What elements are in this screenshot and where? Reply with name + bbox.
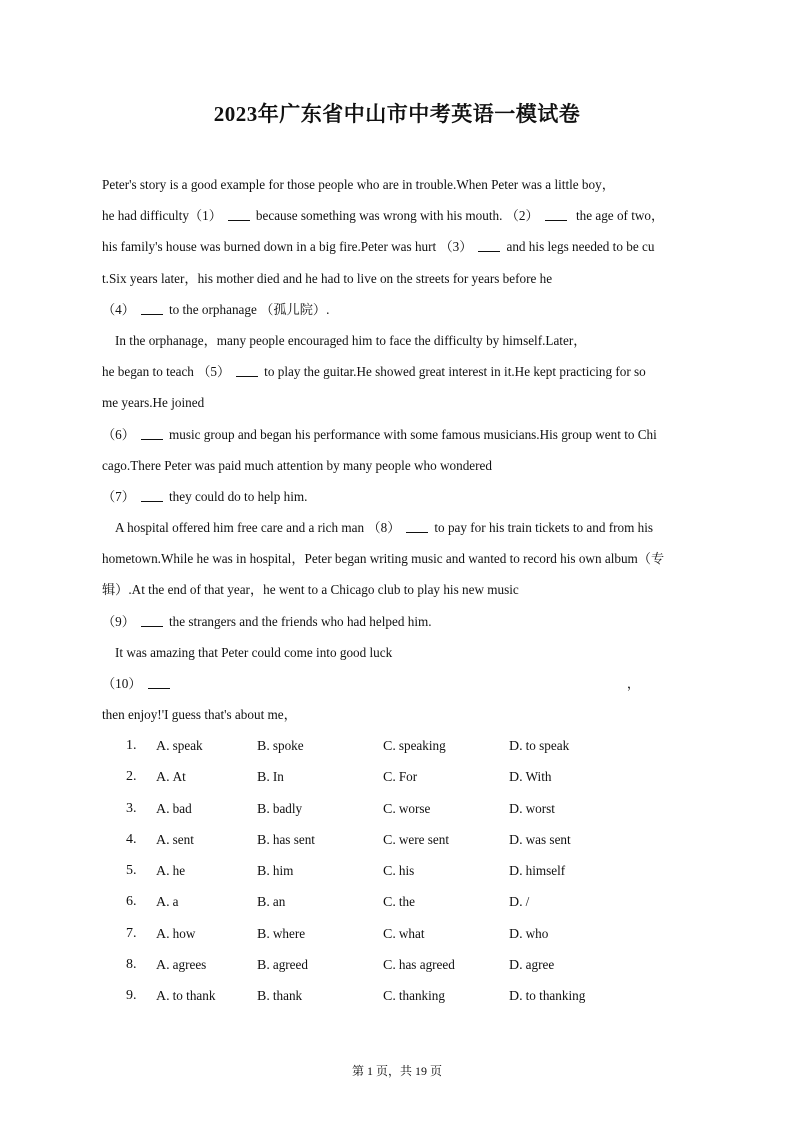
option-a[interactable] xyxy=(156,734,203,759)
cloze-passage xyxy=(102,172,694,733)
option-letter: D. xyxy=(509,864,523,880)
option-c[interactable] xyxy=(383,890,415,915)
option-letter: D. xyxy=(509,926,523,942)
option-letter: D. xyxy=(509,958,523,974)
passage-line xyxy=(102,453,694,484)
option-b[interactable] xyxy=(257,859,293,884)
option-text: his xyxy=(398,863,415,879)
option-text: how xyxy=(172,925,196,941)
passage-text: hometown.While he was in hospital，Peter began writing music and wanted to record his own album（专 xyxy=(102,551,665,567)
option-text: himself xyxy=(525,863,566,879)
option-letter: A. xyxy=(156,739,170,754)
passage-text: he had difficulty（1） xyxy=(102,208,222,224)
passage-text: 辑）.At the end of that year，he went to a Chicago club to play his new music xyxy=(102,582,519,598)
passage-line xyxy=(102,172,694,203)
passage-text: his family's house was burned down in a big fire.Peter was hurt （3） xyxy=(102,239,473,255)
question-row xyxy=(126,828,646,859)
passage-text: the age of two， xyxy=(575,208,665,224)
option-text: thanking xyxy=(398,988,445,1004)
option-letter: B. xyxy=(257,801,270,817)
blank-3 xyxy=(478,239,500,252)
passage-line xyxy=(102,266,694,297)
option-text: were sent xyxy=(398,831,450,847)
option-c[interactable] xyxy=(383,922,424,947)
option-text: agree xyxy=(525,957,555,973)
option-letter: A. xyxy=(156,864,170,880)
option-letter: C. xyxy=(383,989,396,1005)
blank-5 xyxy=(236,364,258,377)
option-text: bad xyxy=(172,800,192,816)
blank-4 xyxy=(141,302,163,315)
question-number: 1. xyxy=(126,738,137,753)
passage-line xyxy=(102,577,694,608)
blank-10 xyxy=(148,676,170,689)
passage-text: then enjoy!'I guess that's about me， xyxy=(102,707,297,723)
option-d[interactable] xyxy=(509,984,585,1009)
passage-text: to pay for his train tickets to and from his xyxy=(434,520,654,536)
option-text: worse xyxy=(398,800,431,816)
option-b[interactable] xyxy=(257,922,305,947)
option-c[interactable] xyxy=(383,859,414,884)
option-c[interactable] xyxy=(383,765,417,790)
passage-text: because something was wrong with his mouth. （2） xyxy=(255,208,539,224)
passage-line xyxy=(102,671,694,702)
option-a[interactable] xyxy=(156,828,194,853)
option-text: badly xyxy=(272,800,303,816)
option-text: In xyxy=(272,769,284,785)
option-letter: D. xyxy=(509,739,523,754)
option-letter: A. xyxy=(156,801,170,817)
option-letter: B. xyxy=(257,832,270,848)
passage-text: （7） xyxy=(102,488,135,504)
blank-7 xyxy=(141,489,163,502)
option-d[interactable] xyxy=(509,765,551,790)
passage-text: In the orphanage，many people encouraged him to face the difficulty by himself.Later， xyxy=(115,332,587,348)
option-text: him xyxy=(272,863,294,879)
option-letter: A. xyxy=(156,958,170,974)
page-footer: 第 1 页，共 19 页 xyxy=(351,1064,442,1078)
page-title: 2023年广东省中山市中考英语一模试卷 xyxy=(213,102,581,126)
option-letter: C. xyxy=(383,895,396,911)
question-number: 6. xyxy=(126,894,137,910)
option-letter: B. xyxy=(257,989,270,1005)
question-row xyxy=(126,859,646,890)
question-row xyxy=(126,797,646,828)
option-text: spoke xyxy=(272,738,304,753)
passage-text: to play the guitar.He showed great interest in it.He kept practicing for so xyxy=(264,364,646,380)
option-text: At xyxy=(172,769,186,785)
option-d[interactable] xyxy=(509,922,548,947)
option-letter: C. xyxy=(383,801,396,817)
blank-9 xyxy=(141,614,163,627)
option-d[interactable] xyxy=(509,890,529,915)
option-letter: C. xyxy=(383,864,396,880)
option-letter: C. xyxy=(383,926,396,942)
option-b[interactable] xyxy=(257,953,308,978)
option-text: speaking xyxy=(398,738,446,753)
passage-line xyxy=(102,234,694,265)
passage-line xyxy=(102,702,694,733)
passage-line xyxy=(102,203,694,234)
question-row xyxy=(126,922,646,953)
question-row xyxy=(126,734,646,765)
option-letter: B. xyxy=(257,864,270,880)
option-letter: C. xyxy=(383,770,396,786)
option-letter: A. xyxy=(156,895,170,911)
option-text: agrees xyxy=(172,957,207,973)
option-c[interactable] xyxy=(383,828,449,853)
passage-line xyxy=(102,640,694,671)
option-text: to thanking xyxy=(525,988,586,1004)
passage-text: A hospital offered him free care and a rich man （8） xyxy=(115,520,401,536)
option-c[interactable] xyxy=(383,953,455,978)
question-row xyxy=(126,890,646,921)
passage-line xyxy=(102,422,694,453)
option-letter: D. xyxy=(509,989,523,1005)
passage-text: me years.He joined xyxy=(102,395,205,411)
passage-text: cago.There Peter was paid much attention by many people who wondered xyxy=(102,457,493,473)
option-b[interactable] xyxy=(257,765,284,790)
question-row xyxy=(126,984,646,1015)
option-letter: A. xyxy=(156,989,170,1005)
option-text: has sent xyxy=(272,831,315,847)
passage-text: （6） xyxy=(102,426,135,442)
passage-text: t.Six years later，his mother died and he had to live on the streets for years before he xyxy=(102,270,553,286)
option-b[interactable] xyxy=(257,797,302,822)
passage-text: （4） xyxy=(102,301,135,317)
blank-1 xyxy=(228,208,250,221)
option-text: an xyxy=(272,894,286,910)
option-letter: A. xyxy=(156,832,170,848)
option-a[interactable] xyxy=(156,922,195,947)
option-a[interactable] xyxy=(156,765,186,790)
passage-line xyxy=(102,328,694,359)
option-a[interactable] xyxy=(156,984,215,1009)
option-letter: C. xyxy=(383,958,396,974)
option-letter: D. xyxy=(509,832,523,848)
option-letter: B. xyxy=(257,895,270,911)
question-row xyxy=(126,765,646,796)
passage-text: he began to teach （5） xyxy=(102,364,231,380)
option-d[interactable] xyxy=(509,734,569,759)
option-letter: A. xyxy=(156,926,170,942)
blank-8 xyxy=(406,520,428,533)
option-c[interactable] xyxy=(383,734,446,759)
option-d[interactable] xyxy=(509,859,565,884)
blank-2 xyxy=(545,208,567,221)
passage-text: music group and began his performance with some famous musicians.His group went to Chi xyxy=(168,426,657,442)
option-letter: B. xyxy=(257,770,270,786)
option-text: has agreed xyxy=(398,957,455,973)
option-letter: C. xyxy=(383,832,396,848)
question-number: 5. xyxy=(126,863,137,879)
option-text: was sent xyxy=(525,831,571,847)
passage-line xyxy=(102,609,694,640)
option-a[interactable] xyxy=(156,859,185,884)
option-b[interactable] xyxy=(257,984,302,1009)
question-row xyxy=(126,953,646,984)
option-c[interactable] xyxy=(383,797,430,822)
passage-line xyxy=(102,546,694,577)
passage-text: ， xyxy=(626,676,640,691)
option-b[interactable] xyxy=(257,890,285,915)
option-letter: B. xyxy=(257,926,270,942)
option-text: who xyxy=(525,925,549,941)
option-text: where xyxy=(272,925,306,941)
option-text: what xyxy=(398,925,425,941)
option-d[interactable] xyxy=(509,828,571,853)
passage-line xyxy=(102,390,694,421)
option-letter: B. xyxy=(257,958,270,974)
option-a[interactable] xyxy=(156,797,192,822)
question-number: 3. xyxy=(126,800,137,816)
option-text: speak xyxy=(172,738,203,753)
option-a[interactable] xyxy=(156,890,178,915)
passage-text: （10） xyxy=(102,676,142,691)
option-text: thank xyxy=(272,988,303,1004)
option-text: sent xyxy=(172,831,194,847)
option-text: / xyxy=(525,894,530,910)
option-text: With xyxy=(525,769,552,785)
option-a[interactable] xyxy=(156,953,206,978)
option-letter: D. xyxy=(509,895,523,911)
passage-text: Peter's story is a good example for those people who are in trouble.When Peter was a little boy， xyxy=(102,177,615,192)
passage-line xyxy=(102,297,694,328)
option-letter: A. xyxy=(156,770,170,786)
option-letter: B. xyxy=(257,739,270,754)
option-text: he xyxy=(172,863,186,879)
option-text: For xyxy=(398,769,418,785)
option-letter: D. xyxy=(509,801,523,817)
option-text: to thank xyxy=(172,988,216,1004)
option-d[interactable] xyxy=(509,797,555,822)
blank-6 xyxy=(141,427,163,440)
question-number: 8. xyxy=(126,957,137,973)
passage-text: they could do to help him. xyxy=(168,488,308,504)
question-number: 4. xyxy=(126,831,137,847)
passage-text: （9） xyxy=(102,613,135,629)
question-number: 9. xyxy=(126,988,137,1004)
option-letter: C. xyxy=(383,739,396,754)
answer-options xyxy=(126,734,646,1016)
option-b[interactable] xyxy=(257,828,315,853)
option-text: a xyxy=(172,894,179,910)
passage-text: the strangers and the friends who had helped him. xyxy=(168,613,432,629)
passage-line xyxy=(102,515,694,546)
option-c[interactable] xyxy=(383,984,445,1009)
passage-text: It was amazing that Peter could come into good luck xyxy=(115,644,393,660)
question-number: 7. xyxy=(126,925,137,941)
question-number: 2. xyxy=(126,769,137,785)
passage-text: to the orphanage （孤儿院）. xyxy=(168,301,330,317)
option-text: worst xyxy=(525,800,555,816)
option-text: agreed xyxy=(272,957,308,973)
option-d[interactable] xyxy=(509,953,554,978)
option-text: the xyxy=(398,894,415,910)
option-text: to speak xyxy=(525,738,570,753)
passage-line xyxy=(102,359,694,390)
passage-text: and his legs needed to be cu xyxy=(506,239,655,255)
passage-line xyxy=(102,484,694,515)
option-letter: D. xyxy=(509,770,523,786)
option-b[interactable] xyxy=(257,734,304,759)
